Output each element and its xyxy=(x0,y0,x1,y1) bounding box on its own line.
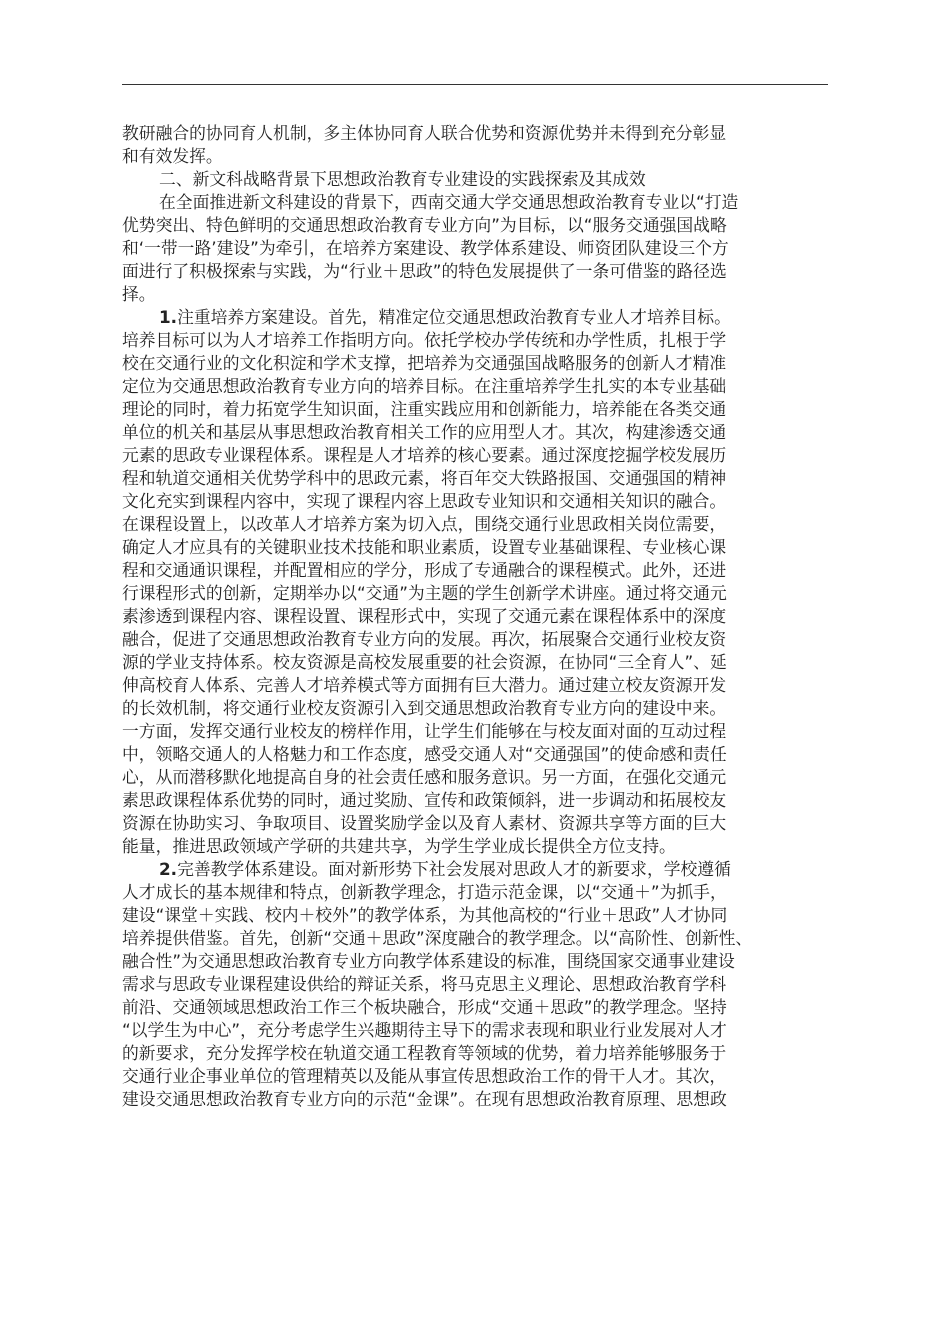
text-line: 完善教学体系建设。面对新形势下社会发展对思政人才的新要求，学校遵循 xyxy=(177,859,731,879)
text-line: 融合性”为交通思想政治教育专业方向教学体系建设的标准，围绕国家交通事业建设 xyxy=(122,951,735,971)
text-line: 伸高校育人体系、完善人才培养模式等方面拥有巨大潜力。通过建立校友资源开发 xyxy=(122,675,727,695)
text-line: 程和轨道交通相关优势学科中的思政元素，将百年交大铁路报国、交通强国的精神 xyxy=(122,468,727,488)
text-line: 建设交通思想政治教育专业方向的示范“金课”。在现有思想政治教育原理、思想政 xyxy=(122,1089,727,1109)
section-heading: 二、新文科战略背景下思想政治教育专业建设的实践探索及其成效 xyxy=(159,169,646,189)
text-line: 人才成长的基本规律和特点，创新教学理念，打造示范金课，以“交通＋”为抓手， xyxy=(122,882,727,902)
header-rule xyxy=(122,84,828,85)
text-line: 校在交通行业的文化积淀和学术支撑，把培养为交通强国战略服务的创新人才精准 xyxy=(122,353,727,373)
text-line: 建设“课堂＋实践、校内＋校外”的教学体系，为其他高校的“行业＋思政”人才协同 xyxy=(122,905,728,925)
text-line: 培养目标可以为人才培养工作指明方向。依托学校办学传统和办学性质，扎根于学 xyxy=(122,330,727,350)
text-line: 程和交通通识课程，并配置相应的学分，形成了专通融合的课程模式。此外，还进 xyxy=(122,560,727,580)
item-number: 1. xyxy=(159,307,178,327)
text-line: 需求与思政专业课程建设供给的辩证关系，将马克思主义理论、思想政治教育学科 xyxy=(122,974,727,994)
text-line: “以学生为中心”，充分考虑学生兴趣期待主导下的需求表现和职业行业发展对人才 xyxy=(122,1020,727,1040)
text-line: 和‘一带一路’建设”为牵引，在培养方案建设、教学体系建设、师资团队建设三个方 xyxy=(122,238,729,258)
text-line: 定位为交通思想政治教育专业方向的培养目标。在注重培养学生扎实的本专业基础 xyxy=(122,376,727,396)
item-heading-line xyxy=(122,306,828,329)
text-line: 优势突出、特色鲜明的交通思想政治教育专业方向”为目标，以“服务交通强国战略 xyxy=(122,215,727,235)
text-line: 注重培养方案建设。首先，精准定位交通思想政治教育专业人才培养目标。 xyxy=(177,307,731,327)
text-line: 理论的同时，着力拓宽学生知识面，注重实践应用和创新能力，培养能在各类交通 xyxy=(122,399,727,419)
text-line: 融合，促进了交通思想政治教育专业方向的发展。再次，拓展聚合交通行业校友资 xyxy=(122,629,727,649)
text-line: 确定人才应具有的关键职业技术技能和职业素质，设置专业基础课程、专业核心课 xyxy=(122,537,727,557)
item-heading-line xyxy=(122,858,828,881)
text-line: 交通行业企事业单位的管理精英以及能从事宣传思想政治工作的骨干人才。其次， xyxy=(122,1066,727,1086)
text-line: 中，领略交通人的人格魅力和工作态度，感受交通人对“交通强国”的使命感和责任 xyxy=(122,744,727,764)
text-line: 行课程形式的创新，定期举办以“交通”为主题的学生创新学术讲座。通过将交通元 xyxy=(122,583,727,603)
document-body xyxy=(122,122,828,1111)
text-line: 面进行了积极探索与实践，为“行业＋思政”的特色发展提供了一条可借鉴的路径选 xyxy=(122,261,727,281)
text-line: 教研融合的协同育人机制，多主体协同育人联合优势和资源优势并未得到充分彰显 xyxy=(122,123,727,143)
text-line: 在全面推进新文科建设的背景下，西南交通大学交通思想政治教育专业以“打造 xyxy=(159,192,739,212)
text-line: 和有效发挥。 xyxy=(122,146,223,166)
text-line: 心，从而潜移默化地提高自身的社会责任感和服务意识。另一方面，在强化交通元 xyxy=(122,767,727,787)
text-line: 在课程设置上，以改革人才培养方案为切入点，围绕交通行业思政相关岗位需要， xyxy=(122,514,727,534)
text-line: 一方面，发挥交通行业校友的榜样作用，让学生们能够在与校友面对面的互动过程 xyxy=(122,721,727,741)
text-line: 的新要求，充分发挥学校在轨道交通工程教育等领域的优势，着力培养能够服务于 xyxy=(122,1043,727,1063)
text-line: 元素的思政专业课程体系。课程是人才培养的核心要素。通过深度挖掘学校发展历 xyxy=(122,445,727,465)
text-line: 的长效机制，将交通行业校友资源引入到交通思想政治教育专业方向的建设中来。 xyxy=(122,698,727,718)
text-line: 文化充实到课程内容中，实现了课程内容上思政专业知识和交通相关知识的融合。 xyxy=(122,491,727,511)
text-line: 培养提供借鉴。首先，创新“交通＋思政”深度融合的教学理念。以“高阶性、创新性、 xyxy=(122,928,753,948)
text-line: 素渗透到课程内容、课程设置、课程形式中，实现了交通元素在课程体系中的深度 xyxy=(122,606,727,626)
text-line: 素思政课程体系优势的同时，通过奖励、宣传和政策倾斜，进一步调动和拓展校友 xyxy=(122,790,727,810)
item-number: 2. xyxy=(159,859,178,879)
text-line: 前沿、交通领域思想政治工作三个板块融合，形成“交通＋思政”的教学理念。坚持 xyxy=(122,997,727,1017)
text-line: 能量，推进思政领域产学研的共建共享，为学生学业成长提供全方位支持。 xyxy=(122,836,676,856)
text-line: 择。 xyxy=(122,284,156,304)
text-line: 源的学业支持体系。校友资源是高校发展重要的社会资源，在协同“三全育人”、延 xyxy=(122,652,727,672)
text-line: 资源在协助实习、争取项目、设置奖励学金以及育人素材、资源共享等方面的巨大 xyxy=(122,813,727,833)
text-line: 单位的机关和基层从事思想政治教育相关工作的应用型人才。其次，构建渗透交通 xyxy=(122,422,727,442)
